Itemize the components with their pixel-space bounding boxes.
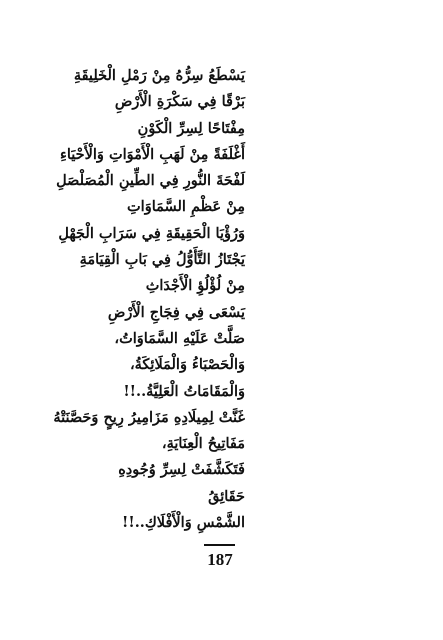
- poem-line: مِنْ لُؤْلُؤِ الْأَجْدَاثِ: [145, 277, 245, 295]
- poem-line: وَرُؤْيَا الْحَقِيقَةِ فِي سَرَابِ الْجَهْلِ: [58, 224, 245, 242]
- page-number-rule: [204, 544, 235, 546]
- poem-line: مَفَاتِيحُ الْعِنَايَةِ،: [161, 435, 245, 453]
- poem-line: وَالْحَصْبَاءُ وَالْمَلَائِكَةُ،: [129, 356, 245, 374]
- poem-line: يَسْطَعُ سِرُّهُ مِنْ رَمْلِ الْخَلِيقَةِ: [73, 67, 245, 84]
- page-number: 187: [207, 550, 233, 569]
- poem-line: غَنَّتْ لِمِيلَادِهِ مَزَامِيرُ رِيحٍ وَحَصَّنَتْهُ: [53, 408, 245, 426]
- poem-line: بَرْقًا فِي سَكْرَةِ الْأَرْضِ: [114, 93, 245, 111]
- poem-line: الشَّمْسِ وَالْأَفْلَاكِ..!!: [122, 514, 245, 532]
- poem-line: أَغْلَفَةً مِنْ لَهَبِ الْأَمْوَاتِ وَالْأَحْيَاءِ: [60, 145, 245, 163]
- poem-line: يَسْعَى فِي فِجَاجِ الْأَرْضِ: [107, 303, 245, 321]
- poem-line: مِفْتَاحًا لِسِرِّ الْكَوْنِ: [137, 119, 245, 137]
- poem-line: يَجْتَازُ التَّأَوُّلُ فِي بَابِ الْقِيَامَةِ: [79, 251, 245, 269]
- poem-line: حَقَائِقُ: [208, 487, 245, 505]
- poem-text: [15, 63, 245, 536]
- poem-line: لَفْحَةَ النُّورِ فِي الطِّينِ الْمُصَلْصَلِ: [56, 172, 245, 190]
- poem-line: مِنْ عَظْمِ السَّمَاوَاتِ: [127, 198, 245, 216]
- poem-line: وَالْمَقَامَاتُ الْعَلِيَّةُ..!!: [123, 382, 245, 400]
- poem-line: فَتَكَشَّفَتْ لِسِرِّ وُجُودِهِ: [118, 461, 245, 479]
- poem-line: صَلَّتْ عَلَيْهِ السَّمَاوَاتُ،: [114, 329, 245, 347]
